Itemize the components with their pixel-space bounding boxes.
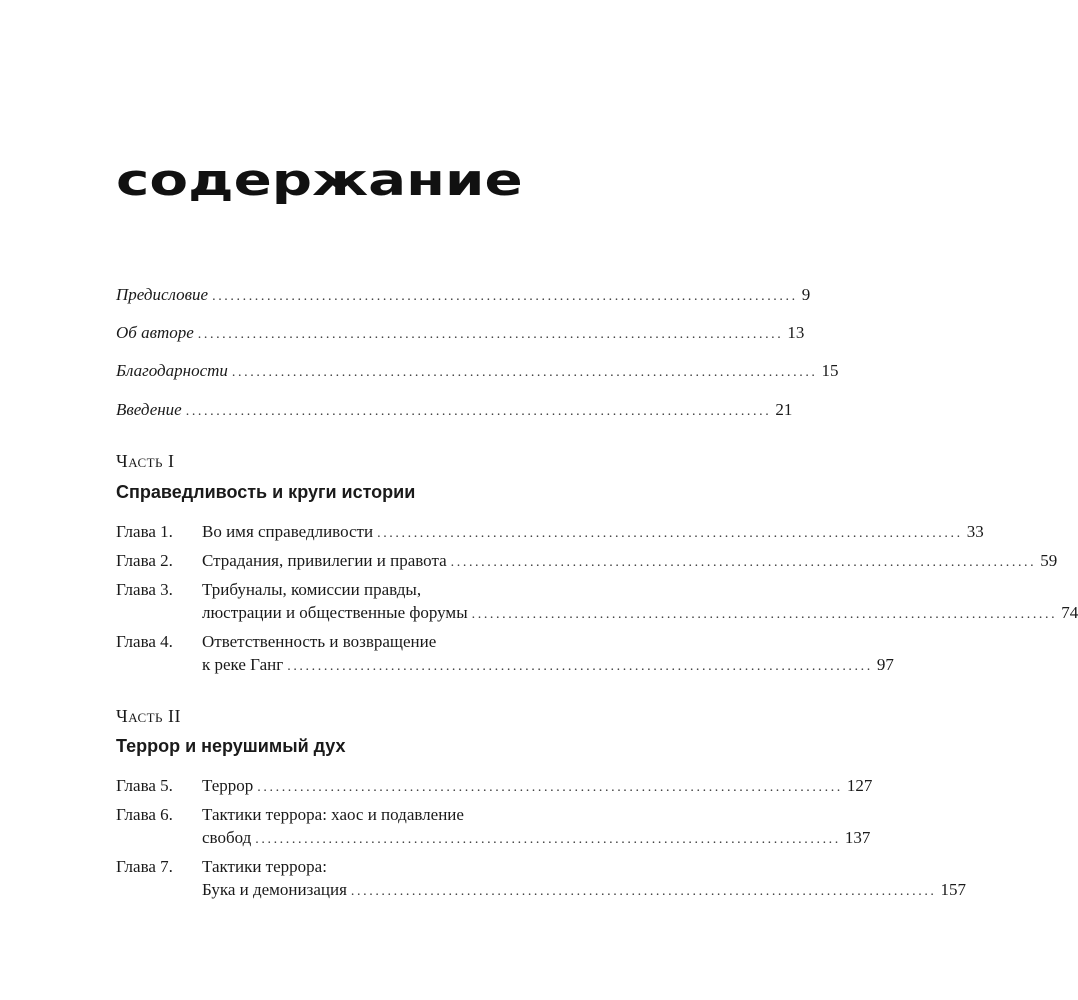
leader-dots: ................................................................................................ bbox=[197, 327, 784, 342]
chapter-title: Страдания, привилегии и правота bbox=[202, 551, 447, 570]
toc-chapter-2[interactable] bbox=[116, 549, 1058, 574]
part-title: Террор и нерушимый дух bbox=[116, 736, 346, 756]
chapter-title-line: Тактики террора: bbox=[202, 857, 327, 876]
leader-dots: ................................................................................................ bbox=[255, 832, 841, 847]
toc-page-number: 137 bbox=[844, 828, 871, 847]
chapter-title: Террор bbox=[202, 776, 254, 795]
chapter-title-line: Тактики террора: хаос и подавление bbox=[202, 805, 464, 824]
chapter-title-line: Трибуналы, комиссии правды, bbox=[202, 580, 422, 599]
toc-entry-label: Предисловие bbox=[116, 285, 209, 304]
toc-entry-about-author[interactable] bbox=[116, 320, 805, 347]
chapter-number: Глава 5. bbox=[116, 776, 173, 795]
toc-chapter-3[interactable] bbox=[116, 578, 1078, 626]
toc-entry-acknowledgements[interactable] bbox=[116, 358, 839, 385]
leader-dots: ................................................................................................ bbox=[287, 659, 873, 674]
toc-entry-label: Благодарности bbox=[116, 361, 228, 380]
toc-chapter-7[interactable] bbox=[116, 855, 967, 903]
toc-chapter-5[interactable] bbox=[116, 774, 873, 799]
toc-page bbox=[116, 0, 1078, 1000]
leader-dots: ................................................................................................ bbox=[257, 780, 843, 795]
chapter-number: Глава 6. bbox=[116, 805, 173, 824]
chapter-title-line: Бука и демонизация bbox=[202, 880, 347, 899]
toc-page-number: 97 bbox=[876, 655, 894, 674]
toc-page-number: 157 bbox=[940, 880, 967, 899]
part-title: Справедливость и круги истории bbox=[116, 482, 416, 502]
leader-dots: ................................................................................................ bbox=[377, 526, 963, 541]
leader-dots: ................................................................................................ bbox=[212, 289, 798, 304]
leader-dots: ................................................................................................ bbox=[350, 884, 937, 899]
leader-dots: ................................................................................................ bbox=[231, 365, 818, 380]
chapter-title-line: Ответственность и возвращение bbox=[202, 632, 437, 651]
toc-page-number: 21 bbox=[775, 400, 793, 419]
toc-page-number: 13 bbox=[787, 323, 805, 342]
toc-entry-introduction[interactable] bbox=[116, 397, 793, 424]
toc-chapter-1[interactable] bbox=[116, 520, 984, 545]
toc-chapter-4[interactable] bbox=[116, 630, 894, 678]
toc-page-number: 127 bbox=[846, 776, 873, 795]
chapter-number: Глава 1. bbox=[116, 522, 173, 541]
toc-page-number: 74 bbox=[1061, 603, 1078, 622]
chapter-number: Глава 2. bbox=[116, 551, 173, 570]
chapter-title-line: свобод bbox=[202, 828, 252, 847]
chapter-number: Глава 4. bbox=[116, 632, 173, 651]
chapter-number: Глава 7. bbox=[116, 857, 173, 876]
page-title: содержание bbox=[116, 155, 523, 206]
toc-page-number: 33 bbox=[966, 522, 984, 541]
leader-dots: ................................................................................................ bbox=[185, 404, 772, 419]
toc-chapter-6[interactable] bbox=[116, 803, 871, 851]
leader-dots: ................................................................................................ bbox=[450, 555, 1037, 570]
chapter-number: Глава 3. bbox=[116, 580, 173, 599]
toc-entry-label: Об авторе bbox=[116, 323, 194, 342]
part-label: Часть II bbox=[116, 706, 182, 726]
toc-page-number: 9 bbox=[801, 285, 811, 304]
toc-entry-label: Введение bbox=[116, 400, 182, 419]
chapter-title: Во имя справедливости bbox=[202, 522, 374, 541]
part-label: Часть I bbox=[116, 451, 175, 471]
toc-page-number: 59 bbox=[1040, 551, 1058, 570]
toc-entry-foreword[interactable] bbox=[116, 282, 811, 309]
toc-page-number: 15 bbox=[821, 361, 839, 380]
chapter-title-line: люстрации и общественные форумы bbox=[202, 603, 468, 622]
leader-dots: ................................................................................................ bbox=[471, 607, 1058, 622]
chapter-title-line: к реке Ганг bbox=[202, 655, 284, 674]
